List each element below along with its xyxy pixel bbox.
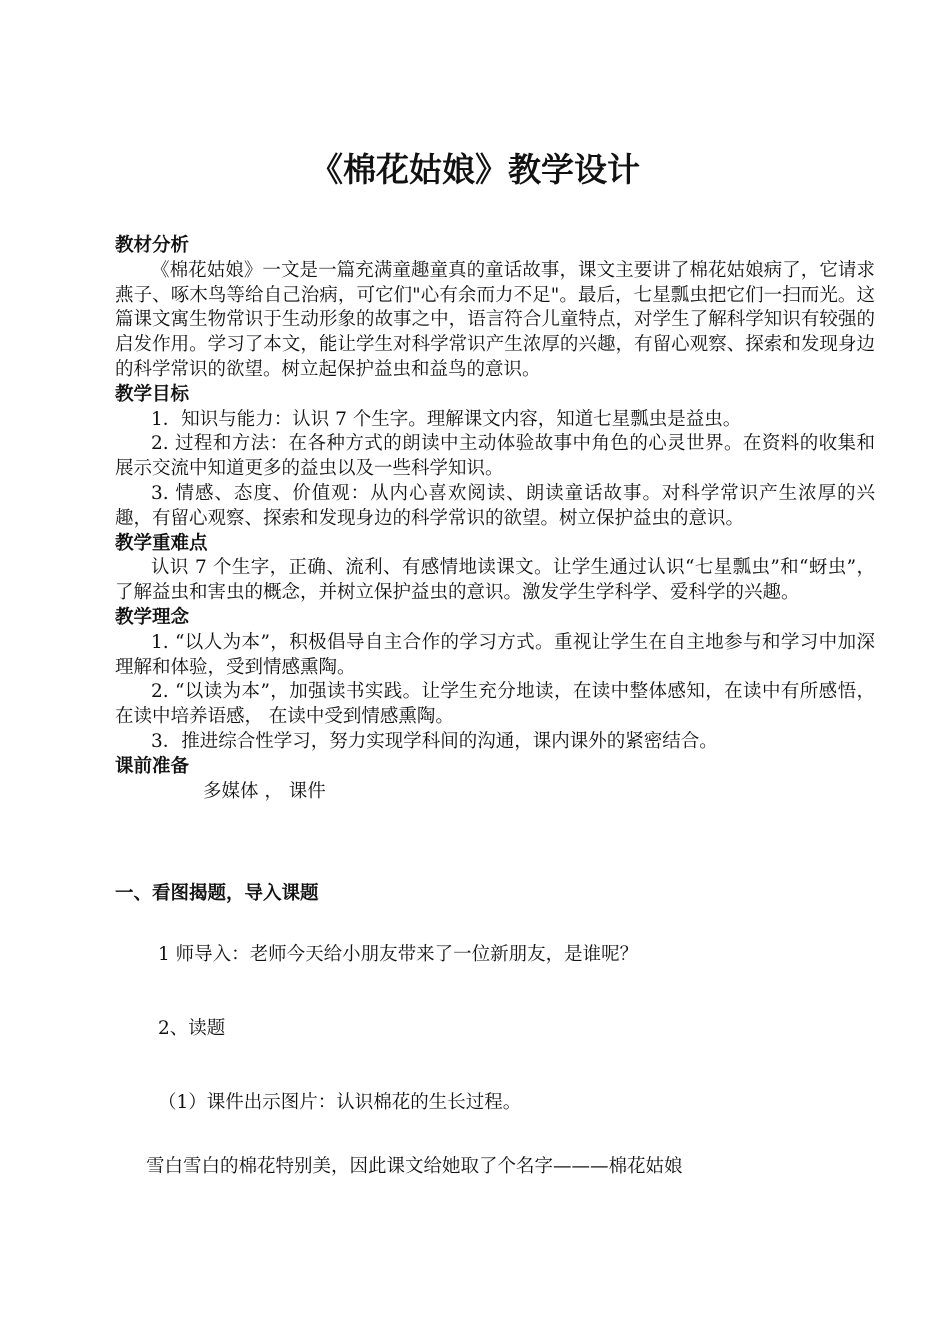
step-read-title: 2、读题 [158,1018,226,1039]
goal-item-1: 1．知识与能力：认识 7 个生字。理解课文内容，知道七星瓢虫是益虫。 [151,408,742,430]
analysis-paragraph: 《棉花姑娘》一文是一篇充满童趣童真的童话故事，课文主要讲了棉花姑娘病了，它请求燕子、啄木鸟等给自己治病，可它们"心有余而力不足"。最后，七星瓢虫把它们一扫而光。这篇课文寓生物常识于生动形象的故事之中，语言符合儿童特点，对学生了解科学知识有较强的启发作用。学习了本文，能让学生对科学常识产生浓厚的兴趣，有留心观察、探索和发现身边的科学常识的欲望。树立起保护益虫和益鸟的意识。 [115,259,875,380]
document-body [115,234,875,804]
section-heading-part1: 一、看图揭题，导入课题 [115,883,319,904]
step-teacher-intro: 1 师导入：老师今天给小朋友带来了一位新朋友，是谁呢？ [158,944,639,965]
step-cotton-name: 雪白雪白的棉花特别美，因此课文给她取了个名字———棉花姑娘 [146,1156,683,1177]
heading-analysis: 教材分析 [115,235,190,256]
heading-philosophy: 教学理念 [115,606,190,628]
heading-goals: 教学目标 [115,383,190,405]
philosophy-item-3: 3．推进综合性学习，努力实现学科间的沟通，课内课外的紧密结合。 [151,730,718,752]
goal-item-3: 3. 情感、态度、价值观：从内心喜欢阅读、朗读童话故事。对科学常识产生浓厚的兴趣，有留心观察、探索和发现身边的科学常识的欲望。树立保护益虫的意识。 [115,482,875,529]
step-show-picture: （1）课件出示图片：认识棉花的生长过程。 [158,1092,522,1113]
key-points-paragraph: 认识 7 个生字，正确、流利、有感情地读课文。让学生通过认识“七星瓢虫”和“蚜虫”，了解益虫和害虫的概念，并树立保护益虫的意识。激发学生学科学、爱科学的兴趣。 [115,557,875,604]
goal-item-2: 2. 过程和方法：在各种方式的朗读中主动体验故事中角色的心灵世界。在资料的收集和展示交流中知道更多的益虫以及一些科学知识。 [115,433,875,480]
preparation-text: 多媒体 ， 课件 [203,780,326,802]
heading-key-points: 教学重难点 [115,532,208,554]
philosophy-item-1: 1. “以人为本”，积极倡导自主合作的学习方式。重视让学生在自主地参与和学习中加深理解和体验，受到情感熏陶。 [115,631,875,678]
philosophy-item-2: 2. “以读为本”，加强读书实践。让学生充分地读，在读中整体感知，在读中有所感悟， 在读中培养语感， 在读中受到情感熏陶。 [115,681,875,728]
heading-preparation: 课前准备 [115,755,190,777]
document-title: 《棉花姑娘》教学设计 [310,150,640,189]
